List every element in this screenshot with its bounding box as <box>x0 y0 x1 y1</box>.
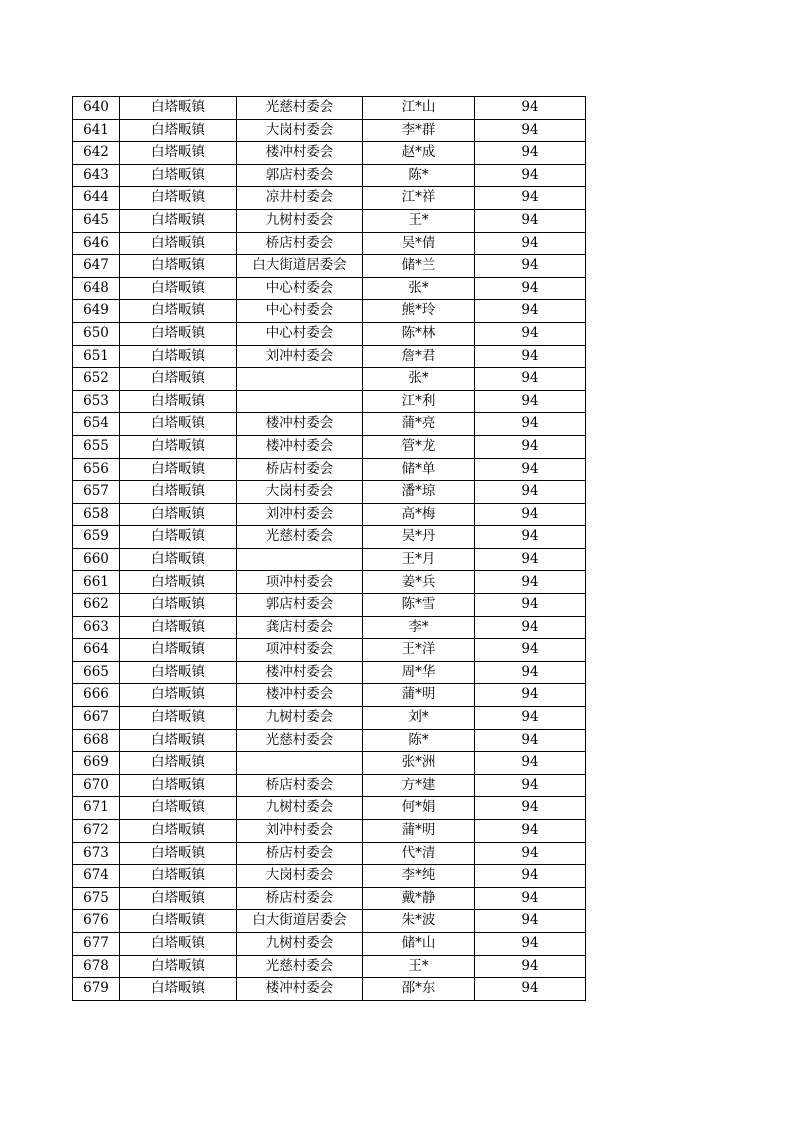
row-number-cell: 675 <box>73 887 120 910</box>
table-row <box>73 887 586 910</box>
person-name-cell: 张* <box>363 368 475 391</box>
table-row <box>73 232 586 255</box>
village-committee-cell: 郭店村委会 <box>237 164 363 187</box>
table-row <box>73 322 586 345</box>
village-committee-cell: 大岗村委会 <box>237 865 363 888</box>
score-cell: 94 <box>475 413 586 436</box>
score-cell: 94 <box>475 526 586 549</box>
person-name-cell: 储*兰 <box>363 255 475 278</box>
table-row <box>73 797 586 820</box>
village-committee-cell: 龚店村委会 <box>237 616 363 639</box>
row-number-cell: 665 <box>73 661 120 684</box>
person-name-cell: 储*单 <box>363 458 475 481</box>
person-name-cell: 张* <box>363 277 475 300</box>
table-row <box>73 435 586 458</box>
person-name-cell: 陈* <box>363 729 475 752</box>
village-committee-cell: 刘冲村委会 <box>237 820 363 843</box>
table-row <box>73 774 586 797</box>
table-row <box>73 255 586 278</box>
town-cell: 白塔畈镇 <box>120 707 237 730</box>
score-cell: 94 <box>475 390 586 413</box>
score-cell: 94 <box>475 955 586 978</box>
town-cell: 白塔畈镇 <box>120 458 237 481</box>
score-cell: 94 <box>475 209 586 232</box>
row-number-cell: 661 <box>73 571 120 594</box>
row-number-cell: 640 <box>73 97 120 120</box>
person-name-cell: 吴*倩 <box>363 232 475 255</box>
person-name-cell: 詹*君 <box>363 345 475 368</box>
row-number-cell: 648 <box>73 277 120 300</box>
village-committee-cell: 白大街道居委会 <box>237 255 363 278</box>
person-name-cell: 周*华 <box>363 661 475 684</box>
town-cell: 白塔畈镇 <box>120 842 237 865</box>
table-row <box>73 978 586 1001</box>
row-number-cell: 650 <box>73 322 120 345</box>
village-committee-cell: 大岗村委会 <box>237 481 363 504</box>
village-committee-cell <box>237 752 363 775</box>
score-cell: 94 <box>475 707 586 730</box>
town-cell: 白塔畈镇 <box>120 300 237 323</box>
row-number-cell: 678 <box>73 955 120 978</box>
person-name-cell: 熊*玲 <box>363 300 475 323</box>
row-number-cell: 663 <box>73 616 120 639</box>
score-cell: 94 <box>475 142 586 165</box>
town-cell: 白塔畈镇 <box>120 413 237 436</box>
village-committee-cell: 光慈村委会 <box>237 526 363 549</box>
town-cell: 白塔畈镇 <box>120 209 237 232</box>
village-committee-cell: 桥店村委会 <box>237 774 363 797</box>
row-number-cell: 672 <box>73 820 120 843</box>
table-row <box>73 368 586 391</box>
table-row <box>73 910 586 933</box>
row-number-cell: 654 <box>73 413 120 436</box>
table-row <box>73 594 586 617</box>
town-cell: 白塔畈镇 <box>120 277 237 300</box>
town-cell: 白塔畈镇 <box>120 910 237 933</box>
row-number-cell: 667 <box>73 707 120 730</box>
score-cell: 94 <box>475 932 586 955</box>
table-row <box>73 209 586 232</box>
score-cell: 94 <box>475 639 586 662</box>
person-name-cell: 邵*东 <box>363 978 475 1001</box>
table-row <box>73 639 586 662</box>
village-committee-cell: 九树村委会 <box>237 932 363 955</box>
town-cell: 白塔畈镇 <box>120 887 237 910</box>
person-name-cell: 李*群 <box>363 119 475 142</box>
score-cell: 94 <box>475 187 586 210</box>
table-row <box>73 729 586 752</box>
row-number-cell: 649 <box>73 300 120 323</box>
score-cell: 94 <box>475 300 586 323</box>
person-name-cell: 陈*林 <box>363 322 475 345</box>
person-name-cell: 蒲*明 <box>363 820 475 843</box>
person-name-cell: 陈*雪 <box>363 594 475 617</box>
village-committee-cell: 九树村委会 <box>237 797 363 820</box>
village-committee-cell: 桥店村委会 <box>237 232 363 255</box>
table-row <box>73 503 586 526</box>
village-committee-cell: 大岗村委会 <box>237 119 363 142</box>
row-number-cell: 677 <box>73 932 120 955</box>
row-number-cell: 653 <box>73 390 120 413</box>
roster-table <box>72 96 586 1001</box>
town-cell: 白塔畈镇 <box>120 503 237 526</box>
row-number-cell: 647 <box>73 255 120 278</box>
town-cell: 白塔畈镇 <box>120 526 237 549</box>
town-cell: 白塔畈镇 <box>120 797 237 820</box>
village-committee-cell: 白大街道居委会 <box>237 910 363 933</box>
row-number-cell: 670 <box>73 774 120 797</box>
score-cell: 94 <box>475 978 586 1001</box>
table-row <box>73 571 586 594</box>
score-cell: 94 <box>475 232 586 255</box>
village-committee-cell: 桥店村委会 <box>237 842 363 865</box>
person-name-cell: 李*纯 <box>363 865 475 888</box>
town-cell: 白塔畈镇 <box>120 255 237 278</box>
town-cell: 白塔畈镇 <box>120 774 237 797</box>
village-committee-cell: 中心村委会 <box>237 277 363 300</box>
row-number-cell: 679 <box>73 978 120 1001</box>
score-cell: 94 <box>475 164 586 187</box>
village-committee-cell <box>237 368 363 391</box>
person-name-cell: 江*祥 <box>363 187 475 210</box>
row-number-cell: 666 <box>73 684 120 707</box>
score-cell: 94 <box>475 345 586 368</box>
table-row <box>73 661 586 684</box>
person-name-cell: 王* <box>363 955 475 978</box>
score-cell: 94 <box>475 752 586 775</box>
town-cell: 白塔畈镇 <box>120 322 237 345</box>
person-name-cell: 戴*静 <box>363 887 475 910</box>
town-cell: 白塔畈镇 <box>120 232 237 255</box>
town-cell: 白塔畈镇 <box>120 481 237 504</box>
village-committee-cell <box>237 390 363 413</box>
person-name-cell: 潘*琼 <box>363 481 475 504</box>
town-cell: 白塔畈镇 <box>120 142 237 165</box>
person-name-cell: 陈* <box>363 164 475 187</box>
table-row <box>73 119 586 142</box>
person-name-cell: 方*建 <box>363 774 475 797</box>
village-committee-cell: 九树村委会 <box>237 707 363 730</box>
row-number-cell: 655 <box>73 435 120 458</box>
row-number-cell: 673 <box>73 842 120 865</box>
score-cell: 94 <box>475 571 586 594</box>
town-cell: 白塔畈镇 <box>120 955 237 978</box>
score-cell: 94 <box>475 865 586 888</box>
roster-table-body <box>73 97 586 1001</box>
score-cell: 94 <box>475 661 586 684</box>
score-cell: 94 <box>475 616 586 639</box>
row-number-cell: 652 <box>73 368 120 391</box>
person-name-cell: 李* <box>363 616 475 639</box>
row-number-cell: 643 <box>73 164 120 187</box>
town-cell: 白塔畈镇 <box>120 684 237 707</box>
row-number-cell: 657 <box>73 481 120 504</box>
village-committee-cell: 凉井村委会 <box>237 187 363 210</box>
village-committee-cell: 光慈村委会 <box>237 97 363 120</box>
town-cell: 白塔畈镇 <box>120 820 237 843</box>
town-cell: 白塔畈镇 <box>120 187 237 210</box>
town-cell: 白塔畈镇 <box>120 865 237 888</box>
table-row <box>73 413 586 436</box>
row-number-cell: 642 <box>73 142 120 165</box>
row-number-cell: 651 <box>73 345 120 368</box>
village-committee-cell: 楼冲村委会 <box>237 661 363 684</box>
table-row <box>73 142 586 165</box>
person-name-cell: 何*娟 <box>363 797 475 820</box>
score-cell: 94 <box>475 97 586 120</box>
row-number-cell: 664 <box>73 639 120 662</box>
village-committee-cell: 楼冲村委会 <box>237 978 363 1001</box>
village-committee-cell: 桥店村委会 <box>237 458 363 481</box>
score-cell: 94 <box>475 887 586 910</box>
town-cell: 白塔畈镇 <box>120 164 237 187</box>
table-row <box>73 548 586 571</box>
town-cell: 白塔畈镇 <box>120 97 237 120</box>
village-committee-cell: 项冲村委会 <box>237 639 363 662</box>
town-cell: 白塔畈镇 <box>120 752 237 775</box>
person-name-cell: 吴*丹 <box>363 526 475 549</box>
score-cell: 94 <box>475 435 586 458</box>
village-committee-cell: 郭店村委会 <box>237 594 363 617</box>
table-row <box>73 526 586 549</box>
village-committee-cell: 九树村委会 <box>237 209 363 232</box>
person-name-cell: 江*山 <box>363 97 475 120</box>
table-row <box>73 458 586 481</box>
town-cell: 白塔畈镇 <box>120 571 237 594</box>
score-cell: 94 <box>475 481 586 504</box>
village-committee-cell: 刘冲村委会 <box>237 503 363 526</box>
table-row <box>73 955 586 978</box>
row-number-cell: 645 <box>73 209 120 232</box>
person-name-cell: 王* <box>363 209 475 232</box>
row-number-cell: 646 <box>73 232 120 255</box>
score-cell: 94 <box>475 774 586 797</box>
score-cell: 94 <box>475 797 586 820</box>
score-cell: 94 <box>475 277 586 300</box>
score-cell: 94 <box>475 322 586 345</box>
town-cell: 白塔畈镇 <box>120 119 237 142</box>
row-number-cell: 662 <box>73 594 120 617</box>
table-row <box>73 684 586 707</box>
town-cell: 白塔畈镇 <box>120 345 237 368</box>
score-cell: 94 <box>475 910 586 933</box>
town-cell: 白塔畈镇 <box>120 661 237 684</box>
row-number-cell: 674 <box>73 865 120 888</box>
row-number-cell: 641 <box>73 119 120 142</box>
town-cell: 白塔畈镇 <box>120 548 237 571</box>
town-cell: 白塔畈镇 <box>120 639 237 662</box>
score-cell: 94 <box>475 548 586 571</box>
row-number-cell: 644 <box>73 187 120 210</box>
town-cell: 白塔畈镇 <box>120 594 237 617</box>
town-cell: 白塔畈镇 <box>120 932 237 955</box>
table-row <box>73 345 586 368</box>
person-name-cell: 赵*成 <box>363 142 475 165</box>
row-number-cell: 668 <box>73 729 120 752</box>
village-committee-cell: 楼冲村委会 <box>237 684 363 707</box>
row-number-cell: 671 <box>73 797 120 820</box>
score-cell: 94 <box>475 255 586 278</box>
village-committee-cell: 楼冲村委会 <box>237 413 363 436</box>
score-cell: 94 <box>475 503 586 526</box>
table-row <box>73 481 586 504</box>
table-row <box>73 300 586 323</box>
town-cell: 白塔畈镇 <box>120 616 237 639</box>
town-cell: 白塔畈镇 <box>120 978 237 1001</box>
score-cell: 94 <box>475 820 586 843</box>
table-row <box>73 277 586 300</box>
table-row <box>73 707 586 730</box>
table-row <box>73 164 586 187</box>
village-committee-cell: 桥店村委会 <box>237 887 363 910</box>
row-number-cell: 658 <box>73 503 120 526</box>
person-name-cell: 张*洲 <box>363 752 475 775</box>
person-name-cell: 高*梅 <box>363 503 475 526</box>
village-committee-cell: 项冲村委会 <box>237 571 363 594</box>
row-number-cell: 669 <box>73 752 120 775</box>
table-row <box>73 752 586 775</box>
person-name-cell: 王*洋 <box>363 639 475 662</box>
table-row <box>73 187 586 210</box>
person-name-cell: 管*龙 <box>363 435 475 458</box>
score-cell: 94 <box>475 368 586 391</box>
row-number-cell: 660 <box>73 548 120 571</box>
village-committee-cell: 刘冲村委会 <box>237 345 363 368</box>
score-cell: 94 <box>475 458 586 481</box>
person-name-cell: 蒲*明 <box>363 684 475 707</box>
row-number-cell: 656 <box>73 458 120 481</box>
table-row <box>73 616 586 639</box>
town-cell: 白塔畈镇 <box>120 368 237 391</box>
person-name-cell: 江*利 <box>363 390 475 413</box>
table-row <box>73 865 586 888</box>
table-row <box>73 820 586 843</box>
score-cell: 94 <box>475 842 586 865</box>
person-name-cell: 储*山 <box>363 932 475 955</box>
village-committee-cell: 中心村委会 <box>237 300 363 323</box>
village-committee-cell: 楼冲村委会 <box>237 142 363 165</box>
village-committee-cell: 楼冲村委会 <box>237 435 363 458</box>
score-cell: 94 <box>475 729 586 752</box>
row-number-cell: 676 <box>73 910 120 933</box>
person-name-cell: 蒲*亮 <box>363 413 475 436</box>
person-name-cell: 刘* <box>363 707 475 730</box>
village-committee-cell <box>237 548 363 571</box>
table-row <box>73 390 586 413</box>
village-committee-cell: 中心村委会 <box>237 322 363 345</box>
person-name-cell: 姜*兵 <box>363 571 475 594</box>
village-committee-cell: 光慈村委会 <box>237 955 363 978</box>
town-cell: 白塔畈镇 <box>120 435 237 458</box>
score-cell: 94 <box>475 594 586 617</box>
score-cell: 94 <box>475 684 586 707</box>
village-committee-cell: 光慈村委会 <box>237 729 363 752</box>
town-cell: 白塔畈镇 <box>120 390 237 413</box>
table-row <box>73 932 586 955</box>
table-row <box>73 842 586 865</box>
score-cell: 94 <box>475 119 586 142</box>
table-row <box>73 97 586 120</box>
row-number-cell: 659 <box>73 526 120 549</box>
person-name-cell: 代*清 <box>363 842 475 865</box>
town-cell: 白塔畈镇 <box>120 729 237 752</box>
person-name-cell: 王*月 <box>363 548 475 571</box>
person-name-cell: 朱*波 <box>363 910 475 933</box>
